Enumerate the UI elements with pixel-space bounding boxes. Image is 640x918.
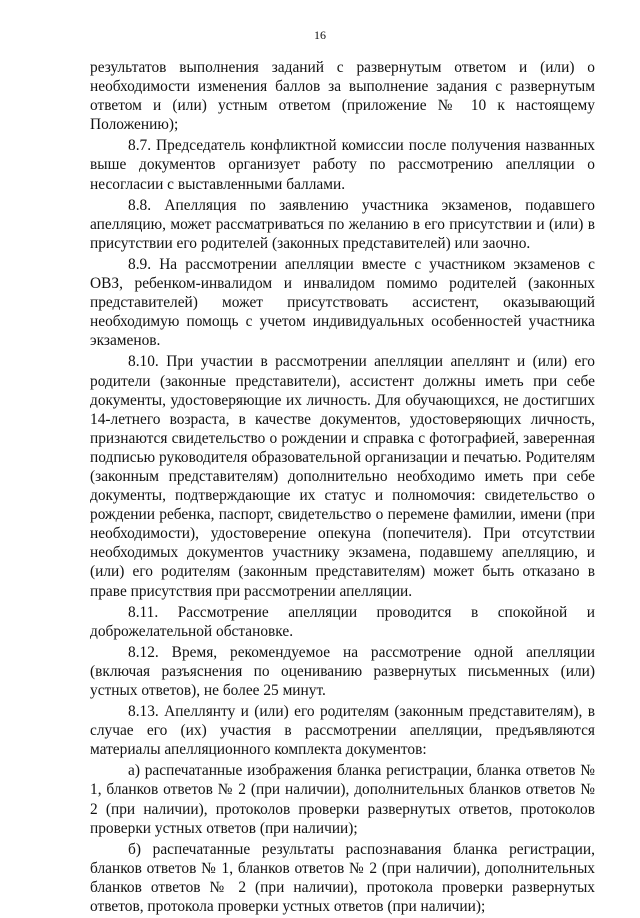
paragraph-8-10: 8.10. При участии в рассмотрении апелляции апеллянт и (или) его родители (законные представители), ассистент должны иметь при себе документы, удостоверяющие их личность. Для обучающихся, не достигших 14-летнего возраста, в качестве документов, удостоверяющих личность, признаются свидетельство о рождении и справка с фотографией, заверенная подписью руководителя образовательной организации и печатью. Родителям (законным представителям) дополнительно необходимо иметь при себе документы, подтверждающие их статус и полномочия: свидетельство о рождении ребенка, паспорт, свидетельство о перемене фамилии, имени (при необходимости), удостоверение опекуна (попечителя). При отсутствии необходимых документов участнику экзамена, подавшему апелляцию, и (или) его родителям (законным представителям) может быть отказано в праве присутствия при рассмотрении апелляции.: [90, 353, 595, 600]
list-item-a: а) распечатанные изображения бланка регистрации, бланка ответов № 1, бланков ответов № 2 (при наличии), дополнительных бланков ответов № 2 (при наличии), протоколов проверки развернутых ответов, протоколов проверки устных ответов (при наличии);: [90, 762, 595, 837]
paragraph-8-11: 8.11. Рассмотрение апелляции проводится в спокойной и доброжелательной обстановке.: [90, 603, 595, 640]
page-number: 16: [314, 28, 326, 42]
paragraph-8-7: 8.7. Председатель конфликтной комиссии после получения названных выше документов организует работу по рассмотрению апелляции о несогласии с выставленными баллами.: [90, 137, 595, 193]
paragraph-8-8: 8.8. Апелляция по заявлению участника экзаменов, подавшего апелляцию, может рассматриваться по желанию в его присутствии и (или) в присутствии его родителей (законных представителей) или заочно.: [90, 196, 595, 252]
paragraph-8-13: 8.13. Апеллянту и (или) его родителям (законным представителям), в случае его (их) участия в рассмотрении апелляции, предъявляются материалы апелляционного комплекта документов:: [90, 703, 595, 759]
list-item-b: б) распечатанные результаты распознавания бланка регистрации, бланков ответов № 1, бланков ответов № 2 (при наличии), дополнительных бланков ответов № 2 (при наличии), протокола проверки развернутых ответов, протокола проверки устных ответов (при наличии);: [90, 840, 595, 916]
paragraph-continuation: результатов выполнения заданий с развернутым ответом и (или) о необходимости изменения баллов за выполнение задания с развернутым ответом и (или) устным ответом (приложение № 10 к настоящему Положению);: [90, 59, 595, 134]
paragraph-8-12: 8.12. Время, рекомендуемое на рассмотрение одной апелляции (включая разъяснения по оцениванию развернутых письменных (или) устных ответов), не более 25 минут.: [90, 643, 595, 699]
document-body: [90, 58, 595, 918]
paragraph-8-9: 8.9. На рассмотрении апелляции вместе с участником экзаменов с ОВЗ, ребенком-инвалидом и инвалидом помимо родителей (законных представителей) может присутствовать ассистент, оказывающий необходимую помощь с учетом индивидуальных особенностей участника экзаменов.: [90, 255, 595, 350]
